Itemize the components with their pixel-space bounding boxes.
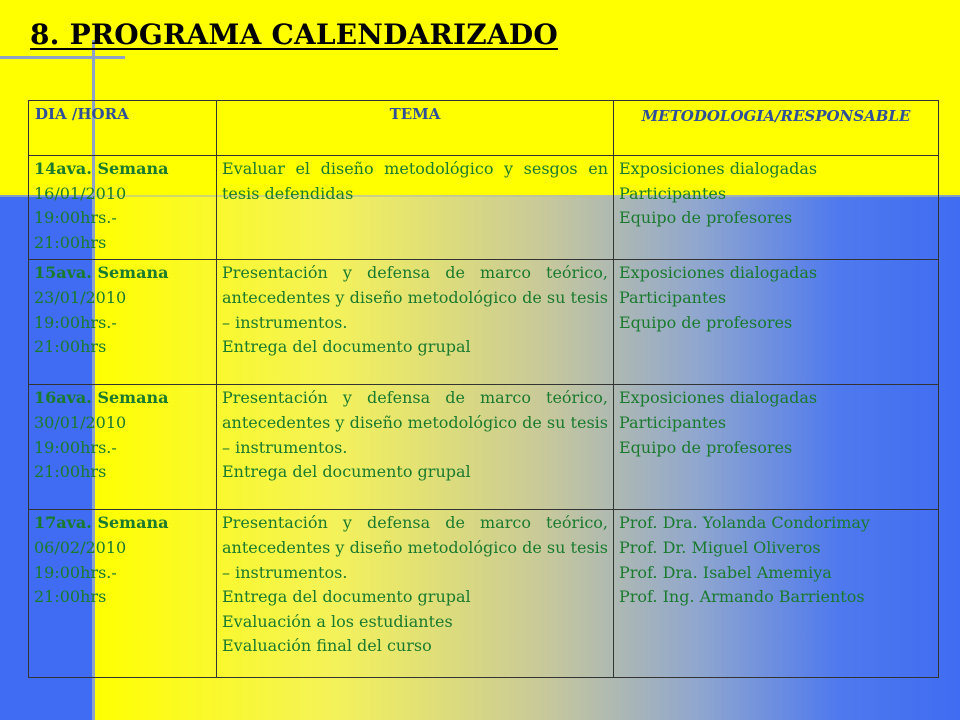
cell-metodologia <box>614 260 939 385</box>
header-metodologia: METODOLOGIA/RESPONSABLE <box>614 101 939 156</box>
cell-dia-hora <box>29 156 217 260</box>
cell-tema <box>217 510 614 678</box>
week-label: 14ava. Semana <box>34 159 169 178</box>
time-start: 19:00hrs.- <box>34 562 117 582</box>
week-label: 15ava. Semana <box>34 263 169 283</box>
date-label: 06/02/2010 <box>34 537 127 557</box>
week-label: 17ava. Semana <box>34 513 169 533</box>
week-label: 16ava. Semana <box>34 388 169 408</box>
cell-metodologia <box>614 156 939 260</box>
decorative-horizontal-line <box>0 56 125 59</box>
table-row <box>29 385 939 510</box>
cell-tema <box>217 156 614 260</box>
table-row <box>29 156 939 260</box>
time-end: 21:00hrs <box>34 337 107 357</box>
topic-line: Entrega del documento grupal <box>222 337 471 357</box>
cell-dia-hora <box>29 510 217 678</box>
method-line: Participantes <box>619 287 727 307</box>
date-label: 30/01/2010 <box>34 412 127 432</box>
method-line: Participantes <box>619 412 727 432</box>
time-end: 21:00hrs <box>34 587 107 607</box>
method-line: Prof. Dra. Yolanda Condorimay <box>619 513 870 533</box>
cell-tema <box>217 385 614 510</box>
topic-line: Entrega del documento grupal <box>222 462 471 482</box>
cell-dia-hora <box>29 385 217 510</box>
page-title: 8. PROGRAMA CALENDARIZADO <box>30 18 558 51</box>
topic-line: Entrega del documento grupal <box>222 587 471 607</box>
method-line: Participantes <box>619 183 727 203</box>
cell-metodologia <box>614 385 939 510</box>
method-line: Equipo de profesores <box>619 208 793 228</box>
cell-tema <box>217 260 614 385</box>
method-line: Equipo de profesores <box>619 437 793 457</box>
method-line: Prof. Dr. Miguel Oliveros <box>619 537 821 557</box>
table-row <box>29 510 939 678</box>
method-line: Exposiciones dialogadas <box>619 159 818 178</box>
method-line: Exposiciones dialogadas <box>619 388 818 408</box>
time-start: 19:00hrs.- <box>34 437 117 457</box>
topic-line: Evaluar el diseño metodológico y sesgos en tesis defendidas <box>222 159 608 203</box>
method-line: Exposiciones dialogadas <box>619 263 818 283</box>
topic-line: Presentación y defensa de marco teórico, antecedentes y diseño metodológico de su tesis – instrumentos. <box>222 263 608 332</box>
topic-line: Presentación y defensa de marco teórico, antecedentes y diseño metodológico de su tesis – instrumentos. <box>222 513 608 582</box>
time-end: 21:00hrs <box>34 462 107 482</box>
method-line: Prof. Dra. Isabel Amemiya <box>619 562 832 582</box>
method-line: Equipo de profesores <box>619 312 793 332</box>
cell-metodologia <box>614 510 939 678</box>
schedule-table <box>28 100 939 678</box>
time-end: 21:00hrs <box>34 232 107 252</box>
date-label: 23/01/2010 <box>34 287 127 307</box>
topic-line: Evaluación a los estudiantes <box>222 611 453 631</box>
method-line: Prof. Ing. Armando Barrientos <box>619 587 865 607</box>
topic-line: Presentación y defensa de marco teórico, antecedentes y diseño metodológico de su tesis – instrumentos. <box>222 388 608 457</box>
topic-line: Evaluación final del curso <box>222 636 432 656</box>
header-tema: TEMA <box>217 101 614 156</box>
table-row <box>29 260 939 385</box>
header-dia-hora: DIA /HORA <box>29 101 217 156</box>
date-label: 16/01/2010 <box>34 183 127 203</box>
table-header-row <box>29 101 939 156</box>
time-start: 19:00hrs.- <box>34 208 117 228</box>
cell-dia-hora <box>29 260 217 385</box>
time-start: 19:00hrs.- <box>34 312 117 332</box>
